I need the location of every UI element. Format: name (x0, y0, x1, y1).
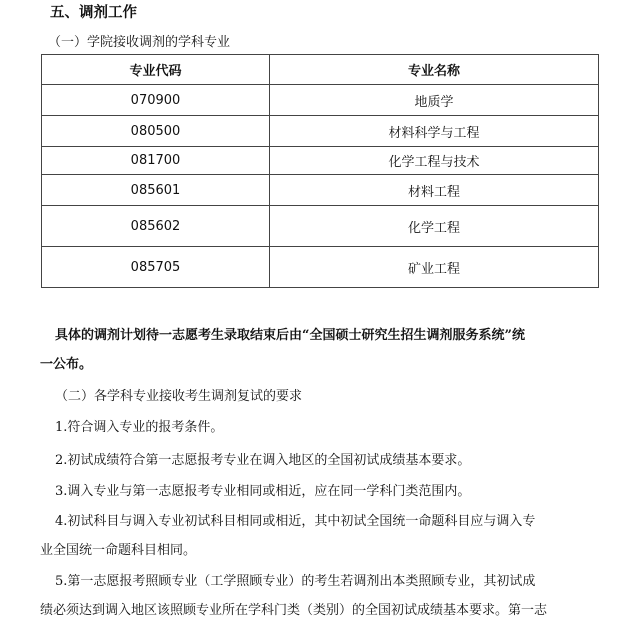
requirement-5-line-2: 绩必须达到调入地区该照顾专业所在学科门类（类别）的全国初试成绩基本要求。第一志 (40, 603, 548, 618)
table-row (42, 116, 599, 147)
announcement-line-1: 具体的调剂计划待一志愿考生录取结束后由“全国硕士研究生招生调剂服务系统”统 (55, 328, 525, 343)
cell-name: 化学工程 (270, 206, 599, 247)
table-row (42, 206, 599, 247)
table-row (42, 85, 599, 116)
cell-code: 070900 (42, 85, 270, 116)
subsection-title-2: （二）各学科专业接收考生调剂复试的要求 (55, 389, 303, 404)
table-row (42, 147, 599, 175)
cell-code: 085602 (42, 206, 270, 247)
cell-name: 化学工程与技术 (270, 147, 599, 175)
cell-code: 085705 (42, 247, 270, 288)
header-name: 专业名称 (270, 55, 599, 85)
table-header-row (42, 55, 599, 85)
cell-name: 材料科学与工程 (270, 116, 599, 147)
requirement-4-line-2: 业全国统一命题科目相同。 (40, 543, 197, 558)
requirement-3: 3.调入专业与第一志愿报考专业相同或相近，应在同一学科门类范围内。 (55, 484, 471, 499)
announcement-line-2: 一公布。 (40, 357, 93, 372)
cell-name: 地质学 (270, 85, 599, 116)
requirement-2: 2.初试成绩符合第一志愿报考专业在调入地区的全国初试成绩基本要求。 (55, 453, 471, 468)
header-code: 专业代码 (42, 55, 270, 85)
requirement-1: 1.符合调入专业的报考条件。 (55, 420, 224, 435)
cell-code: 081700 (42, 147, 270, 175)
cell-code: 085601 (42, 175, 270, 206)
table-row (42, 175, 599, 206)
major-table (41, 54, 599, 288)
cell-name: 材料工程 (270, 175, 599, 206)
subsection-title-1: （一）学院接收调剂的学科专业 (48, 35, 231, 50)
cell-name: 矿业工程 (270, 247, 599, 288)
requirement-5-line-1: 5.第一志愿报考照顾专业（工学照顾专业）的考生若调剂出本类照顾专业，其初试成 (55, 574, 536, 589)
requirement-4-line-1: 4.初试科目与调入专业初试科目相同或相近，其中初试全国统一命题科目应与调入专 (55, 514, 536, 529)
table-row (42, 247, 599, 288)
section-title: 五、调剂工作 (50, 4, 137, 21)
cell-code: 080500 (42, 116, 270, 147)
